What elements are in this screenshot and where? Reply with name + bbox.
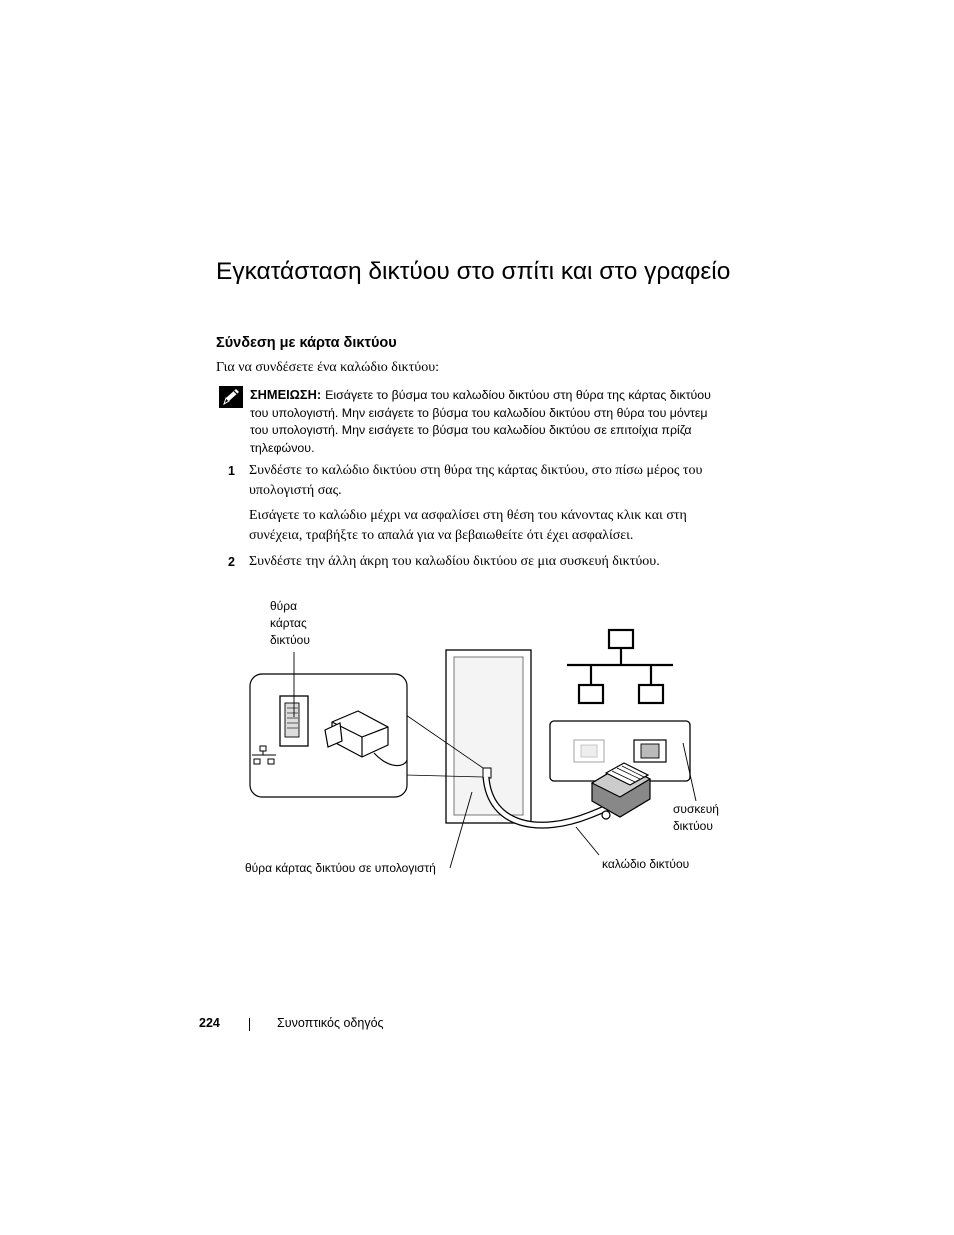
diagram-graphic xyxy=(240,595,710,885)
device-label-line-2: δικτύου xyxy=(673,819,713,833)
port-label-line-1: θύρα xyxy=(270,599,297,613)
port-zoom-callout xyxy=(250,674,407,797)
computer-port-label: θύρα κάρτας δικτύου σε υπολογιστή xyxy=(245,861,436,875)
network-symbol-icon xyxy=(567,630,673,703)
note-label: ΣΗΜΕΙΩΣΗ: xyxy=(250,387,322,402)
note-text: Εισάγετε το βύσμα του καλωδίου δικτύου στη θύρα της κάρτας δικτύου του υπολογιστή. Μην εισάγετε το βύσμα του καλωδίου δικτύου στη θύρα του μόντεμ του υπολογιστή. Μην εισάγετε το βύσμα του καλωδίου δικτύου σε επιτοίχια πρίζα τηλεφώνου. xyxy=(250,388,711,455)
port-label-line-3: δικτύου xyxy=(270,633,310,647)
page-title: Εγκατάσταση δικτύου στο σπίτι και στο γραφείο xyxy=(216,258,731,285)
pencil-note-icon xyxy=(219,386,243,408)
intro-text: Για να συνδέσετε ένα καλώδιο δικτύου: xyxy=(216,360,440,375)
port-label-line-2: κάρτας xyxy=(270,616,307,630)
step-2-text: Συνδέστε την άλλη άκρη του καλωδίου δικτύου σε μια συσκευή δικτύου. xyxy=(249,554,660,569)
device-label xyxy=(673,801,719,835)
page-number: 224 xyxy=(199,1016,220,1030)
device-label-line-1: συσκευή xyxy=(673,802,719,816)
section-heading: Σύνδεση με κάρτα δικτύου xyxy=(216,335,397,351)
footer-doc-title: Συνοπτικός οδηγός xyxy=(277,1016,384,1030)
step-1-number: 1 xyxy=(228,464,235,478)
network-connection-diagram xyxy=(240,595,719,885)
footer-divider xyxy=(249,1018,250,1031)
step-1-text: Συνδέστε το καλώδιο δικτύου στη θύρα της κάρτας δικτύου, στο πίσω μέρος του υπολογιστή σας. xyxy=(249,463,703,498)
step-2-number: 2 xyxy=(228,555,235,569)
cable-label: καλώδιο δικτύου xyxy=(602,857,690,871)
step-1-detail: Εισάγετε το καλώδιο μέχρι να ασφαλίσει στη θέση του κάνοντας κλικ και στη συνέχεια, τραβήξτε το απαλά για να βεβαιωθείτε ότι έχει ασφαλίσει. xyxy=(249,508,687,543)
port-label xyxy=(270,598,310,649)
note-block xyxy=(250,386,720,457)
computer-port xyxy=(483,768,491,778)
